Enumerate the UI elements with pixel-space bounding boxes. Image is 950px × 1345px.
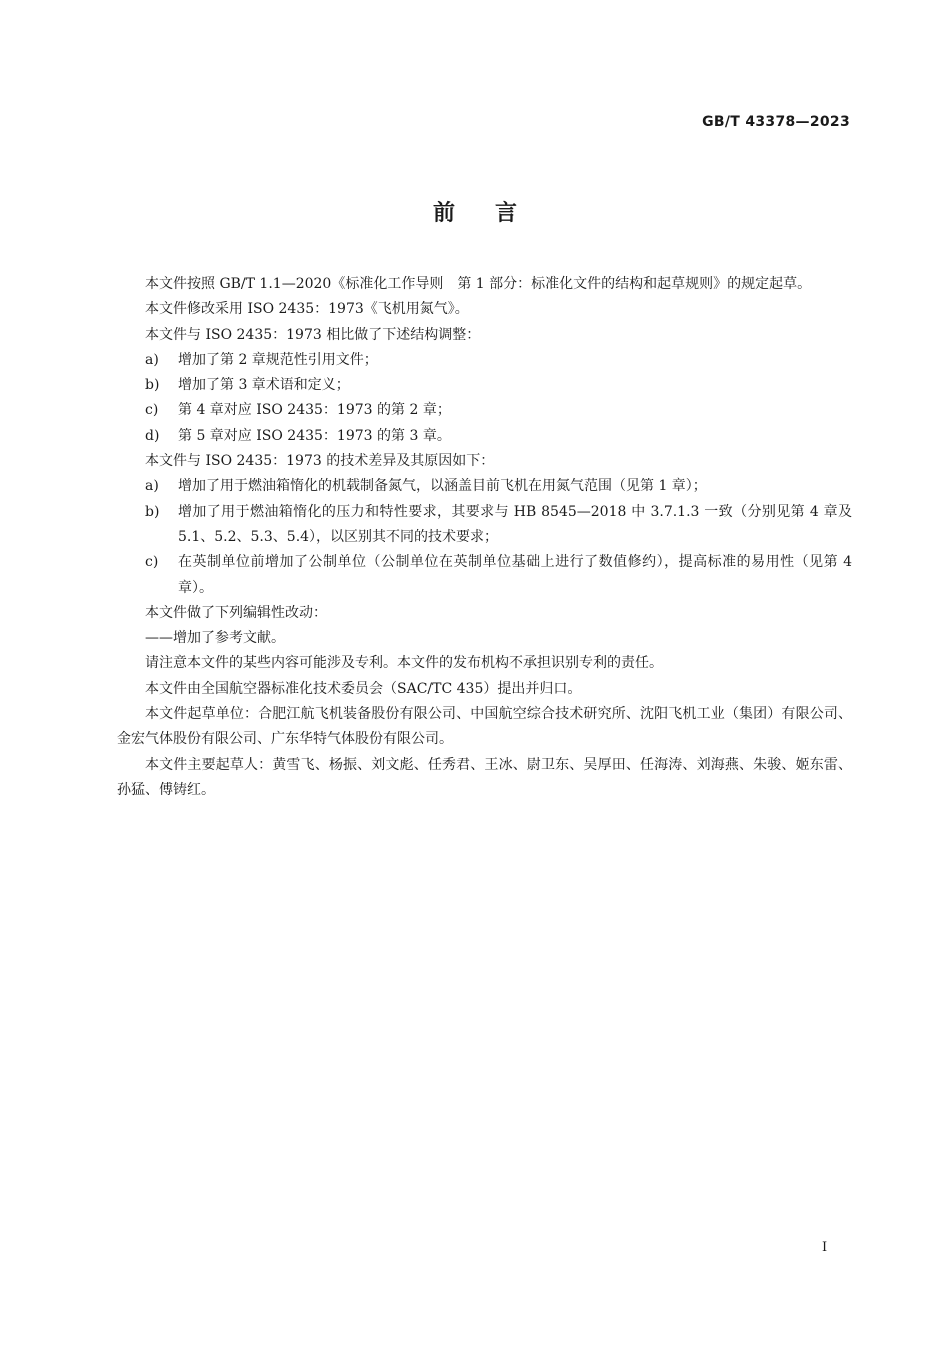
list-item	[117, 373, 852, 398]
list-item-text: 增加了第 3 章术语和定义；	[178, 377, 350, 394]
list-item-label: a)	[145, 351, 159, 368]
list-item-label: c)	[145, 402, 159, 419]
list-item-text: 在英制单位前增加了公制单位（公制单位在英制单位基础上进行了数值修约），提高标准的易用性（见第 4 章）。	[178, 554, 852, 596]
page-title: 前言	[432, 201, 557, 226]
standard-number: GB/T 43378—2023	[702, 114, 850, 130]
list-item-text: 增加了第 2 章规范性引用文件；	[178, 351, 378, 368]
paragraph-patent-notice: 请注意本文件的某些内容可能涉及专利。本文件的发布机构不承担识别专利的责任。	[145, 655, 663, 672]
paragraph-drafters: 本文件主要起草人：黄雪飞、杨振、刘文彪、任秀君、王冰、尉卫东、吴厚田、任海涛、刘海燕、朱骏、姬东雷、孙猛、傅铸红。	[117, 756, 852, 798]
foreword-body	[117, 272, 852, 803]
paragraph-drafting-units: 本文件起草单位：合肥江航飞机装备股份有限公司、中国航空综合技术研究所、沈阳飞机工业（集团）有限公司、金宏气体股份有限公司、广东华特气体股份有限公司。	[117, 706, 852, 748]
list-item-text: 增加了用于燃油箱惰化的压力和特性要求，其要求与 HB 8545—2018 中 3.7.1.3 一致（分别见第 4 章及 5.1、5.2、5.3、5.4），以区别其不同的技术要求；	[178, 503, 852, 545]
list-item	[117, 348, 852, 373]
list-item-label: b)	[145, 377, 160, 394]
list-item	[117, 474, 852, 499]
list-item	[117, 424, 852, 449]
list-item-label: d)	[145, 427, 160, 444]
page-number: I	[822, 1240, 828, 1255]
paragraph-adoption: 本文件修改采用 ISO 2435：1973《飞机用氮气》。	[145, 301, 469, 318]
list-item-text: 增加了用于燃油箱惰化的机载制备氮气，以涵盖目前飞机在用氮气范围（见第 1 章）；	[178, 478, 707, 495]
paragraph-technical-intro: 本文件与 ISO 2435：1973 的技术差异及其原因如下：	[145, 453, 495, 470]
list-item	[117, 500, 852, 551]
list-item	[117, 398, 852, 423]
list-item-label: b)	[145, 503, 160, 520]
paragraph-editorial-intro: 本文件做了下列编辑性改动：	[145, 604, 327, 621]
paragraph-drafting-rules: 本文件按照 GB/T 1.1—2020《标准化工作导则 第 1 部分：标准化文件的结构和起草规则》的规定起草。	[145, 276, 812, 292]
list-item	[117, 550, 852, 601]
list-item-label: a)	[145, 478, 159, 495]
list-item-label: c)	[145, 554, 159, 571]
list-item-text: 第 4 章对应 ISO 2435：1973 的第 2 章；	[178, 402, 451, 419]
paragraph-structural-intro: 本文件与 ISO 2435：1973 相比做了下述结构调整：	[145, 326, 481, 343]
paragraph-proposer: 本文件由全国航空器标准化技术委员会（SAC/TC 435）提出并归口。	[145, 680, 582, 697]
editorial-change-item: ——增加了参考文献。	[145, 630, 285, 647]
list-item-text: 第 5 章对应 ISO 2435：1973 的第 3 章。	[178, 427, 451, 444]
